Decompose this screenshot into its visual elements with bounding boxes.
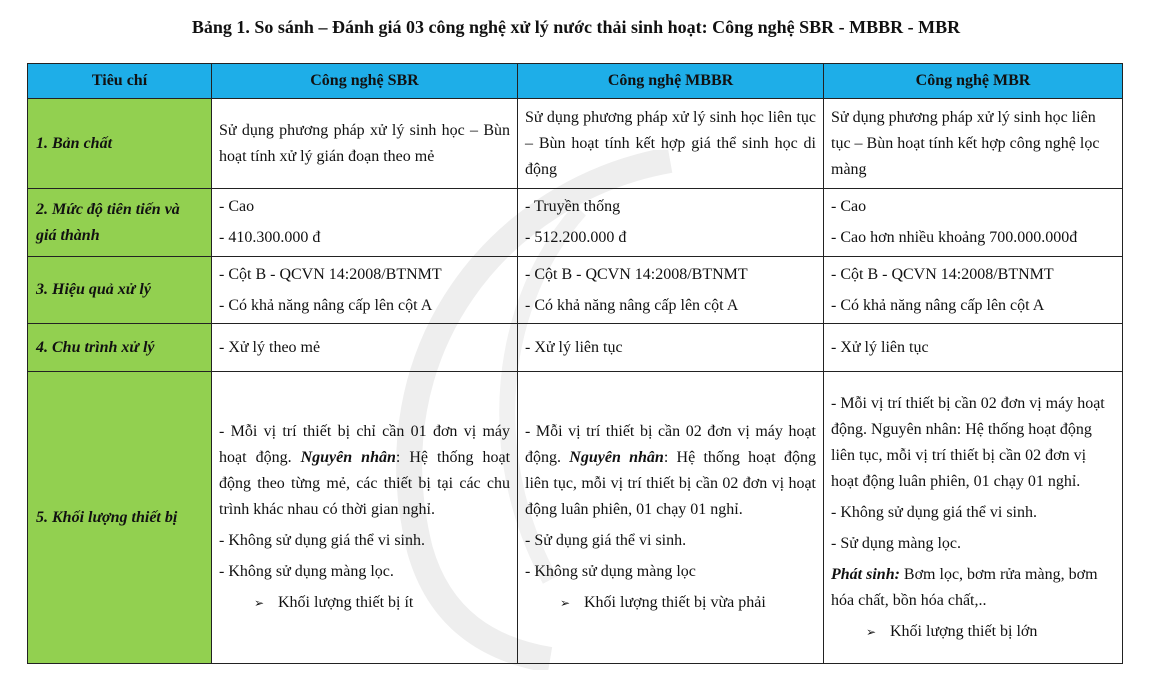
cell-paragraph [831,225,1115,251]
paragraph-text: - Mỗi vị trí thiết bị cần 02 đơn vị máy hoạt động. Nguyên nhân: Hệ thống hoạt động liên tục, mỗi vị trí thiết bị cần 02 đơn vị hoạt động luân phiên, 01 chạy 01 nghỉ. [831,394,1105,490]
cell-paragraph [525,225,816,251]
paragraph-text: - Sử dụng giá thể vi sinh. [525,532,687,549]
value-cell [212,189,518,257]
paragraph-text: - Cột B - QCVN 14:2008/BTNMT [831,265,1054,283]
arrow-bullet-icon: ➢ [254,596,265,610]
column-header: Công nghệ MBR [824,64,1123,99]
paragraph-text: Khối lượng thiết bị ít [278,594,414,611]
paragraph-text: - Không sử dụng màng lọc. [219,563,394,580]
paragraph-text: - Có khả năng nâng cấp lên cột A [525,296,739,314]
cell-paragraph [219,590,510,616]
cell-paragraph [831,391,1115,495]
cell-paragraph [525,105,816,183]
paragraph-text: - Cột B - QCVN 14:2008/BTNMT [525,265,748,283]
paragraph-text: - Xử lý liên tục [525,338,623,356]
cell-paragraph [831,293,1115,319]
value-cell [212,257,518,324]
paragraph-text: - Cao [219,198,255,215]
paragraph-text: - Cao hơn nhiều khoảng 700.000.000đ [831,229,1078,246]
table-caption: Bảng 1. So sánh – Đánh giá 03 công nghệ xử lý nước thải sinh hoạt: Công nghệ SBR - MBBR - MBR [191,17,961,37]
cell-paragraph [831,262,1115,288]
value-cell [518,99,824,189]
cell-paragraph [219,194,510,220]
paragraph-text: - Không sử dụng giá thể vi sinh. [831,503,1037,521]
arrow-bullet-icon: ➢ [866,624,877,639]
value-cell [824,189,1123,257]
paragraph-text: : Hệ thống hoạt động liên tục, mỗi vị trí thiết bị cần 02 đơn vị hoạt động luân phiên, 01 chạy 01 nghỉ. [525,449,817,518]
emphasis-text: Phát sinh: [831,565,900,583]
value-cell [824,372,1123,664]
cell-paragraph [219,293,510,319]
paragraph-text: - 512.200.000 đ [525,229,627,246]
paragraph-text: - Cao [831,198,867,215]
cell-paragraph [831,500,1115,526]
paragraph-text: - 410.300.000 đ [219,229,321,246]
paragraph-text: - Không sử dụng màng lọc [525,563,696,580]
paragraph-text: - Có khả năng nâng cấp lên cột A [219,296,433,314]
value-cell [518,372,824,664]
cell-paragraph [219,225,510,251]
paragraph-text: - Mỗi vị trí thiết bị cần 02 đơn vị máy hoạt động. [525,423,816,466]
value-cell [824,99,1123,189]
paragraph-text: Khối lượng thiết bị vừa phải [584,594,766,611]
criterion-cell: 1. Bản chất [28,99,212,189]
value-cell [824,257,1123,324]
cell-paragraph [525,194,816,220]
paragraph-text: - Mỗi vị trí thiết bị chỉ cần 01 đơn vị máy hoạt động. [219,423,510,466]
value-cell [518,189,824,257]
cell-paragraph [831,531,1115,557]
criterion-cell: 2. Mức độ tiên tiến và giá thành [28,189,212,257]
criterion-cell: 3. Hiệu quả xử lý [28,257,212,324]
paragraph-text: - Cột B - QCVN 14:2008/BTNMT [219,265,442,283]
value-cell [212,372,518,664]
table-row [28,324,1123,372]
table-row [28,372,1123,664]
paragraph-text: - Xử lý theo mẻ [219,338,321,356]
comparison-table [27,63,1123,664]
paragraph-text: Sử dụng phương pháp xử lý sinh học liên tục – Bùn hoạt tính kết hợp giá thể sinh học di động [525,108,816,178]
table-row [28,99,1123,189]
cell-paragraph [525,590,816,616]
cell-paragraph [525,528,816,554]
cell-paragraph [219,559,510,585]
cell-paragraph [219,262,510,288]
value-cell [518,257,824,324]
arrow-bullet-icon: ➢ [560,596,571,610]
column-header: Công nghệ MBBR [518,64,824,99]
paragraph-text: Sử dụng phương pháp xử lý sinh học liên tục – Bùn hoạt tính kết hợp công nghệ lọc màng [831,108,1100,178]
cell-paragraph [525,262,816,288]
cell-paragraph [219,335,510,361]
cell-paragraph [831,105,1115,183]
value-cell [212,324,518,372]
table-row [28,189,1123,257]
paragraph-text: Sử dụng phương pháp xử lý sinh học – Bùn hoạt tính xử lý gián đoạn theo mẻ [219,121,510,165]
column-header: Công nghệ SBR [212,64,518,99]
cell-paragraph [525,419,816,523]
cell-paragraph [219,118,510,170]
criterion-cell: 4. Chu trình xử lý [28,324,212,372]
cell-paragraph [525,293,816,319]
value-cell [518,324,824,372]
cell-paragraph [525,335,816,361]
emphasis-text: Nguyên nhân [569,449,664,466]
paragraph-text: Khối lượng thiết bị lớn [890,622,1038,640]
criterion-cell: 5. Khối lượng thiết bị [28,372,212,664]
column-header: Tiêu chí [28,64,212,99]
table-header-row [28,64,1123,99]
value-cell [824,324,1123,372]
value-cell [212,99,518,189]
paragraph-text: - Xử lý liên tục [831,338,929,356]
cell-paragraph [831,619,1115,645]
paragraph-text: - Có khả năng nâng cấp lên cột A [831,296,1045,314]
cell-paragraph [525,559,816,585]
paragraph-text: - Sử dụng màng lọc. [831,534,961,552]
cell-paragraph [831,194,1115,220]
paragraph-text: Bơm lọc, bơm rửa màng, bơm hóa chất, bồn hóa chất,.. [831,565,1098,609]
cell-paragraph [219,419,510,523]
cell-paragraph [831,562,1115,614]
cell-paragraph [219,528,510,554]
emphasis-text: Nguyên nhân [300,449,396,466]
paragraph-text: : Hệ thống hoạt động theo từng mẻ, các thiết bị tại các chu trình khác nhau có thời gian nghỉ. [219,449,511,518]
cell-paragraph [831,335,1115,361]
paragraph-text: - Truyền thống [525,198,621,215]
table-row [28,257,1123,324]
paragraph-text: - Không sử dụng giá thể vi sinh. [219,532,425,549]
